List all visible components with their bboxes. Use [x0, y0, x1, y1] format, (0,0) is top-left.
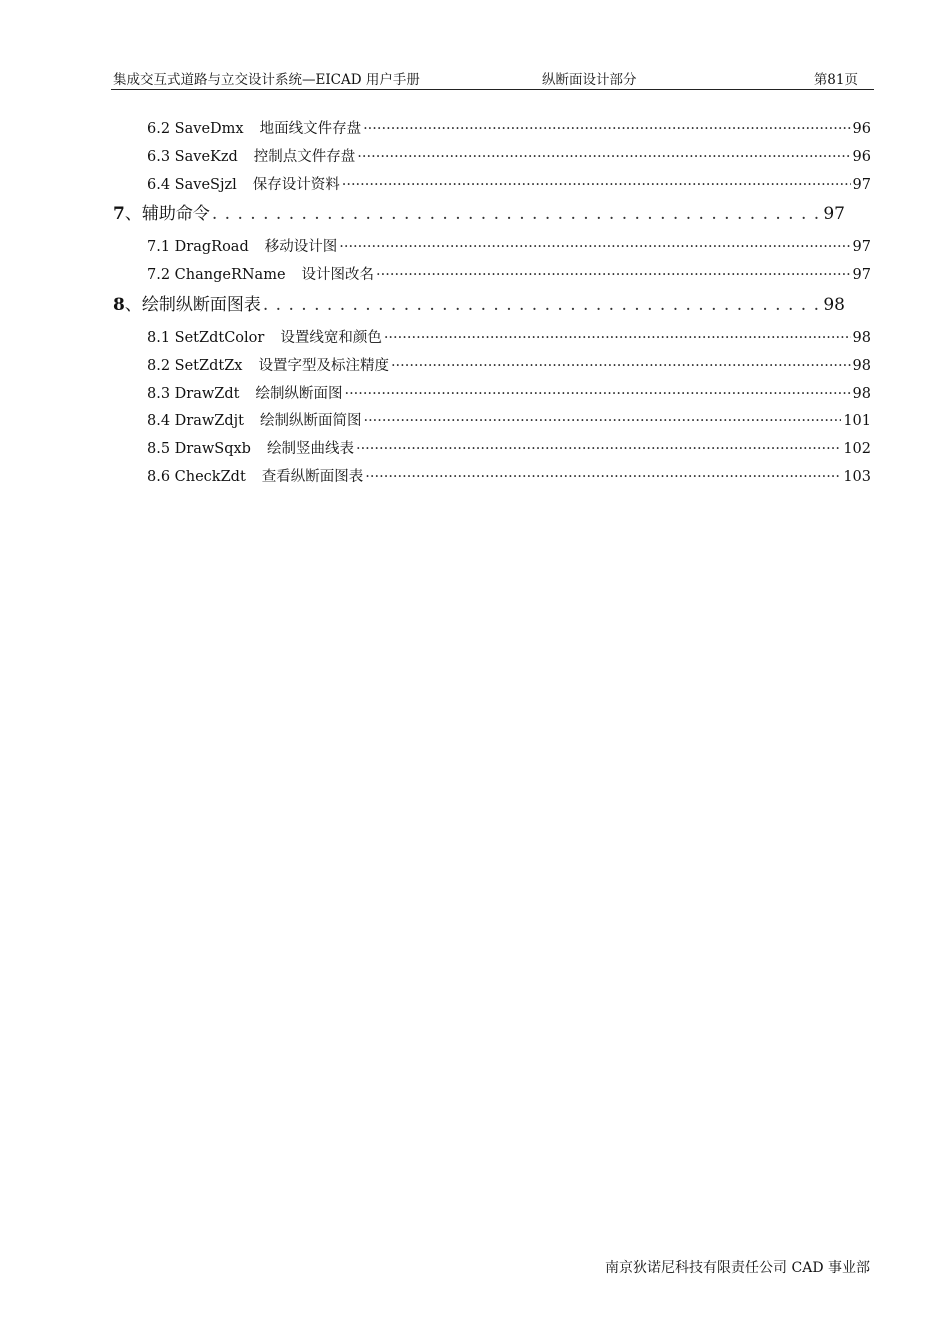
toc-entry-number: 7.1 — [147, 239, 171, 255]
toc-chapter-8[interactable] — [113, 293, 845, 317]
toc-entry-title: 设置字型及标注精度 — [258, 358, 389, 374]
toc-chapter-title: 、辅助命令 — [124, 204, 210, 224]
toc-entry-7-1[interactable] — [147, 237, 871, 257]
toc-entry-command: DrawZdt — [174, 386, 240, 402]
toc-entry-number: 6.3 — [147, 149, 171, 165]
toc-entry-page: 96 — [852, 149, 871, 165]
toc-entry-command: SaveSjzl — [174, 177, 237, 193]
toc-entry-page: 102 — [843, 441, 871, 457]
toc-entry-command: SaveDmx — [174, 121, 244, 137]
toc-chapter-title: 、绘制纵断面图表 — [124, 295, 261, 315]
page-footer: 南京狄诺尼科技有限责任公司 CAD 事业部 — [605, 1260, 870, 1276]
toc-entry-title: 保存设计资料 — [252, 177, 340, 193]
toc-entry-8-5[interactable] — [147, 439, 871, 459]
toc-chapter-page: 97 — [823, 204, 845, 224]
toc-entry-page: 97 — [852, 177, 871, 193]
toc-entry-command: ChangeRName — [174, 267, 286, 283]
toc-entry-title: 地面线文件存盘 — [259, 121, 362, 137]
toc-entry-title: 移动设计图 — [264, 239, 338, 255]
toc-entry-number: 8.5 — [147, 441, 171, 457]
toc-entry-title: 设计图改名 — [301, 267, 375, 283]
toc-leader-dots — [342, 175, 851, 195]
toc-entry-page: 98 — [852, 330, 871, 346]
toc-entry-8-3[interactable] — [147, 384, 871, 404]
toc-entry-page: 97 — [852, 239, 871, 255]
toc-leader-dots — [344, 384, 850, 404]
toc-leader-dots — [363, 411, 841, 431]
toc-leader-dots — [365, 467, 841, 487]
toc-entry-title: 设置线宽和颜色 — [280, 330, 382, 346]
toc-entry-6-3[interactable] — [147, 147, 871, 167]
toc-entry-title: 查看纵断面图表 — [261, 469, 364, 485]
toc-leader-dots — [391, 356, 851, 376]
toc-entry-command: CheckZdt — [174, 469, 246, 485]
toc-chapter-number: 7 — [113, 204, 125, 224]
page-header — [111, 72, 874, 90]
toc-entry-7-2[interactable] — [147, 265, 871, 285]
toc-leader-dots — [376, 265, 851, 285]
toc-chapter-number: 8 — [113, 295, 125, 315]
toc-entry-number: 8.4 — [147, 413, 171, 429]
toc-leader-dots — [363, 119, 850, 139]
toc-entry-page: 96 — [852, 121, 871, 137]
toc-entry-number: 6.2 — [147, 121, 171, 137]
header-page-number: 第81页 — [813, 72, 858, 88]
toc-entry-command: DrawZdjt — [174, 413, 244, 429]
toc-entry-command: SetZdtZx — [174, 358, 243, 374]
toc-entry-command: SetZdtColor — [174, 330, 265, 346]
toc-entry-number: 8.6 — [147, 469, 171, 485]
toc-entry-number: 7.2 — [147, 267, 171, 283]
toc-leader-dots — [356, 439, 841, 459]
toc-entry-number: 6.4 — [147, 177, 171, 193]
toc-leader-dots — [212, 202, 822, 226]
toc-entry-8-6[interactable] — [147, 467, 871, 487]
toc-entry-6-4[interactable] — [147, 175, 871, 195]
header-manual-title: 集成交互式道路与立交设计系统—EICAD 用户手册 — [113, 72, 420, 88]
toc-chapter-7[interactable] — [113, 202, 845, 226]
toc-entry-title: 控制点文件存盘 — [253, 149, 356, 165]
toc-entry-title: 绘制竖曲线表 — [266, 441, 354, 457]
toc-entry-page: 98 — [852, 386, 871, 402]
toc-entry-title: 绘制纵断面简图 — [259, 413, 362, 429]
toc-entry-number: 8.1 — [147, 330, 171, 346]
toc-entry-8-4[interactable] — [147, 411, 871, 431]
toc-entry-command: DrawSqxb — [174, 441, 251, 457]
toc-leader-dots — [339, 237, 850, 257]
toc-entry-6-2[interactable] — [147, 119, 871, 139]
toc-entry-8-1[interactable] — [147, 328, 871, 348]
toc-entry-title: 绘制纵断面图 — [255, 386, 343, 402]
toc-entry-command: SaveKzd — [174, 149, 238, 165]
toc-entry-8-2[interactable] — [147, 356, 871, 376]
toc-entry-page: 97 — [852, 267, 871, 283]
toc-leader-dots — [263, 293, 822, 317]
toc-entry-page: 103 — [843, 469, 871, 485]
toc-entry-page: 98 — [852, 358, 871, 374]
header-section-title: 纵断面设计部分 — [542, 72, 637, 88]
toc-entry-number: 8.3 — [147, 386, 171, 402]
toc-entry-number: 8.2 — [147, 358, 171, 374]
toc-chapter-page: 98 — [823, 295, 845, 315]
toc-entry-page: 101 — [843, 413, 871, 429]
toc-entry-command: DragRoad — [174, 239, 249, 255]
toc-leader-dots — [384, 328, 851, 348]
toc-leader-dots — [357, 147, 850, 167]
